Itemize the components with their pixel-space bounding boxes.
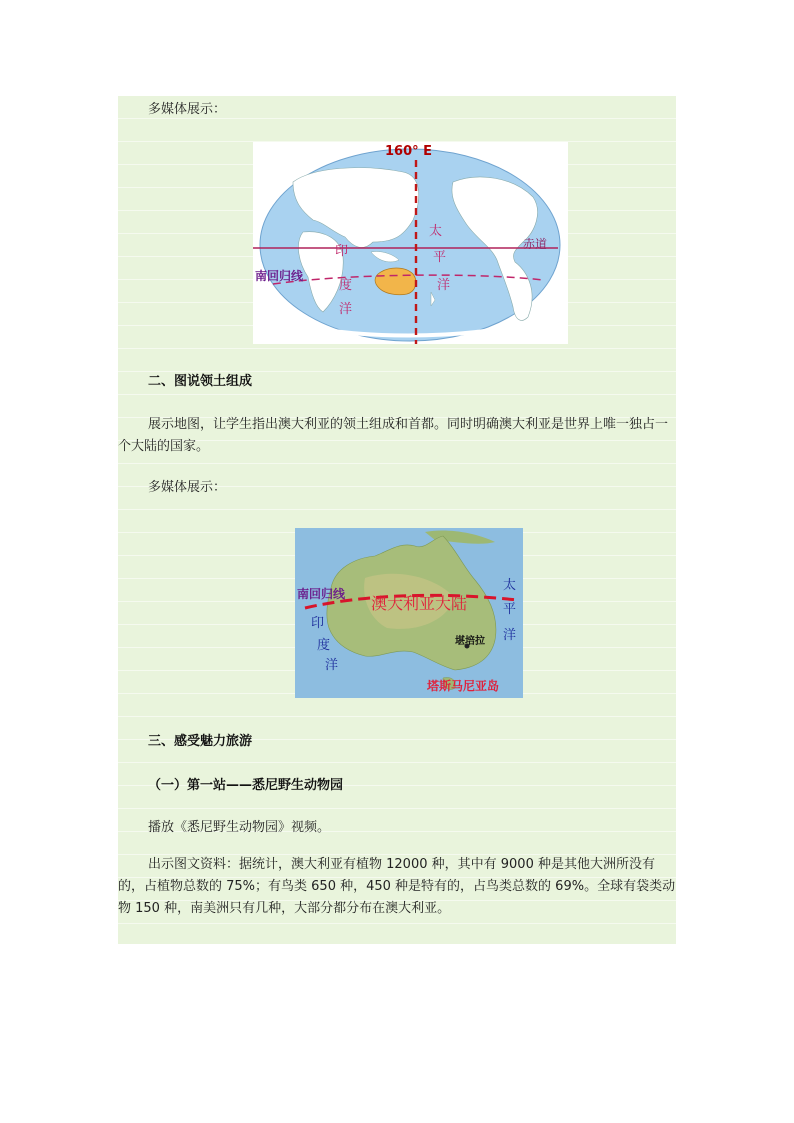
pacific-ocean-char-c: 洋 bbox=[503, 628, 517, 643]
world-map bbox=[253, 142, 568, 344]
pacific-ocean-char-b: 平 bbox=[503, 602, 517, 617]
pacific-ocean-char-a: 太 bbox=[503, 578, 517, 593]
capital-label: 堪培拉 bbox=[455, 636, 485, 647]
indian-ocean-char-2: 度 bbox=[339, 278, 353, 293]
section-3-subheading: （一）第一站——悉尼野生动物园 bbox=[148, 778, 344, 793]
section-3-paragraph: 出示图文资料：据统计，澳大利亚有植物 12000 种，其中有 9000 种是其他大洲所没有的，占植物总数的 75%；有鸟类 650 种，450 种是特有的，占鸟类总数的 69%。全球有袋类动物 150 种，南美洲只有几种，大部分都分布在澳大利亚。 bbox=[118, 857, 676, 916]
video-line: 播放《悉尼野生动物园》视频。 bbox=[148, 820, 331, 835]
australia-map bbox=[295, 528, 523, 698]
meridian-label: 160° E bbox=[385, 144, 433, 159]
island-label: 塔斯马尼亚岛 bbox=[427, 679, 500, 693]
section-2-heading: 二、图说领土组成 bbox=[148, 374, 253, 389]
tropic-label-2: 南回归线 bbox=[297, 587, 346, 601]
continent-label: 澳大利亚大陆 bbox=[371, 594, 468, 613]
multimedia-label-1: 多媒体展示： bbox=[148, 102, 227, 117]
indian-ocean-char-1: 印 bbox=[335, 244, 349, 259]
indian-ocean-char-b: 度 bbox=[317, 638, 331, 653]
indian-ocean-char-c: 洋 bbox=[325, 658, 339, 673]
section-3-heading: 三、感受魅力旅游 bbox=[148, 734, 253, 749]
section-2-paragraph: 展示地图，让学生指出澳大利亚的领土组成和首都。同时明确澳大利亚是世界上唯一独占一个大陆的国家。 bbox=[118, 417, 669, 454]
pacific-ocean-char-1: 太 bbox=[429, 224, 443, 239]
document-page bbox=[118, 96, 676, 944]
pacific-ocean-char-3: 洋 bbox=[437, 278, 451, 293]
multimedia-label-2: 多媒体展示： bbox=[148, 480, 227, 495]
tropic-label-1: 南回归线 bbox=[255, 269, 304, 283]
indian-ocean-char-3: 洋 bbox=[339, 302, 353, 317]
pacific-ocean-char-2: 平 bbox=[433, 250, 447, 265]
equator-label: 赤道 bbox=[523, 237, 548, 251]
indian-ocean-char-a: 印 bbox=[311, 616, 325, 631]
world-map-graphic bbox=[253, 142, 568, 344]
